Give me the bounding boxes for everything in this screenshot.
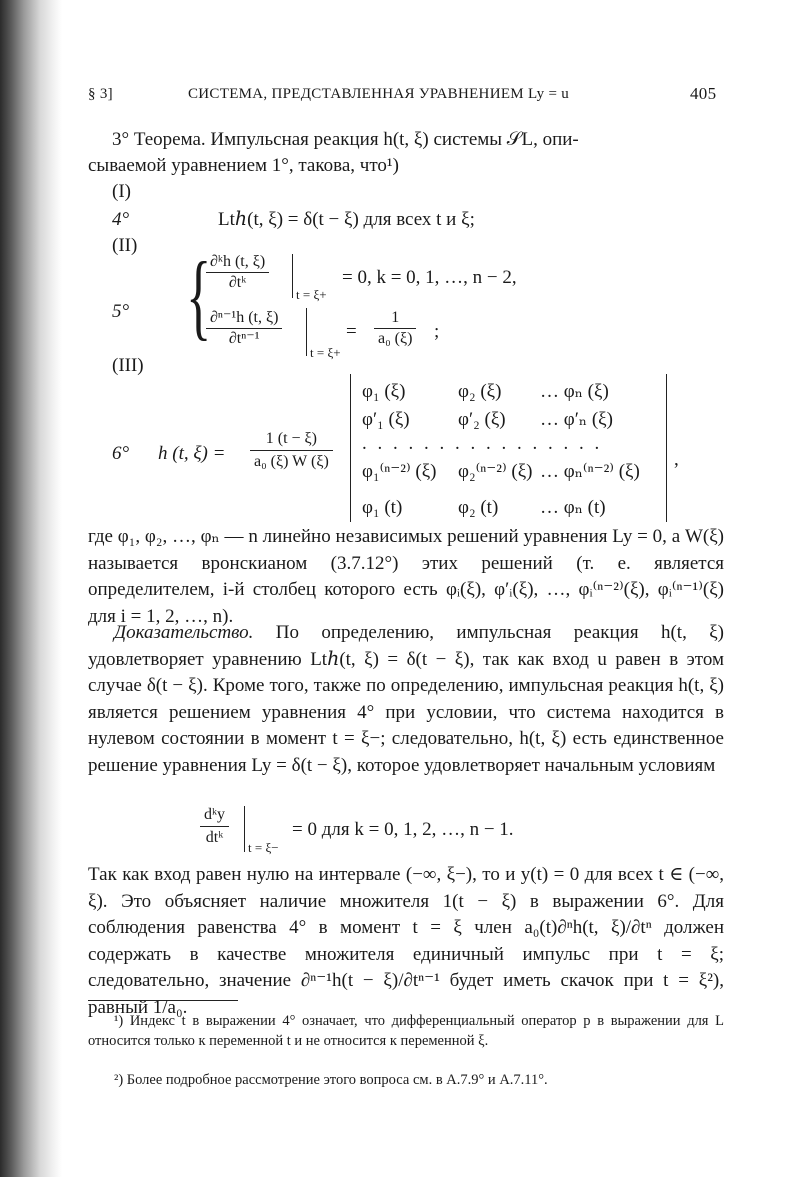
eq5b-eval-bar <box>306 308 307 356</box>
footnote-1: ¹) Индекс t в выражении 4° означает, что дифференциальный оператор p в выражении для L относится только к переменной t и не относится к переменной ξ. <box>88 1013 724 1049</box>
eq5a-numerator: ∂ᵏh (t, ξ) <box>206 252 269 273</box>
det-r2-c2: φ′₂ (ξ) <box>458 409 506 430</box>
det-r5-c1: φ₁ (t) <box>362 497 403 518</box>
det-r2-c3: … φ′ₙ (ξ) <box>540 409 613 430</box>
eq5b-numerator: ∂ⁿ⁻¹h (t, ξ) <box>206 308 282 329</box>
equation-6-lhs: h (t, ξ) = <box>158 443 226 464</box>
paragraph-jump: Так как вход равен нулю на интервале (−∞, ξ−), то и y(t) = 0 для всех t ∈ (−∞, ξ). Это объясняет наличие множителя 1(t − ξ) в выражении 6°. Для соблюдения равенства 4° в момент t = ξ член a₀(t)∂ⁿh(t, ξ)/∂tⁿ должен содержать в качестве множителя единичный импульс при t = ξ; следовательно, значение ∂ⁿ⁻¹h(t − ξ)/∂tⁿ⁻¹ будет иметь скачок при t = ξ²), равный 1/a₀. <box>88 864 724 1018</box>
ic-numerator: dᵏy <box>200 804 229 827</box>
det-r5-c3: … φₙ (t) <box>540 497 606 518</box>
eq5b-rhs <box>374 308 416 349</box>
equation-5b <box>206 308 282 349</box>
det-r3-dots: . . . . . . . . . . . . . . . . <box>362 433 603 454</box>
equation-5-brace: { <box>186 242 212 349</box>
determinant-left-bar <box>350 374 351 522</box>
det-r1-c2: φ₂ (ξ) <box>458 381 502 402</box>
running-title: СИСТЕМА, ПРЕДСТАВЛЕННАЯ УРАВНЕНИЕМ Ly = u <box>188 86 570 102</box>
eq5b-rhs-numerator: 1 <box>374 308 416 329</box>
equation-6-number: 6° <box>112 443 130 464</box>
proof-text: По определению, импульсная реакция h(t, ξ) удовлетворяет уравнению Ltℎ(t, ξ) = δ(t − ξ), так как вход u равен в этом случае δ(t − ξ). Кроме того, также по определению, импульсная реакция h(t, ξ) является решением уравнения 4° при условии, что система находится в нулевом состоянии в момент t = ξ−; следовательно, h(t, ξ) есть единственное решение уравнения Ly = δ(t − ξ), которое удовлетворяет начальным условиям <box>88 622 724 776</box>
eq5a-eval-bar <box>292 254 293 298</box>
eq5a-rhs: = 0, k = 0, 1, …, n − 2, <box>342 267 517 288</box>
ic-eval-bar <box>244 806 245 852</box>
det-r2-c1: φ′₁ (ξ) <box>362 409 410 430</box>
theorem-line-1: 3° Теорема. Импульсная реакция h(t, ξ) системы 𝒮L, опи- <box>112 129 579 150</box>
det-r1-c3: … φₙ (ξ) <box>540 381 609 402</box>
paragraph-proof <box>88 620 724 780</box>
footnote-2: ²) Более подробное рассмотрение этого вопроса см. в А.7.9° и А.7.11°. <box>114 1072 548 1088</box>
det-r1-c1: φ₁ (ξ) <box>362 381 406 402</box>
eq6-frac-numerator: 1 (t − ξ) <box>250 428 333 451</box>
initial-condition-fraction <box>200 804 229 849</box>
det-r4-c3: … φₙ⁽ⁿ⁻²⁾ (ξ) <box>540 461 640 482</box>
ic-rhs: = 0 для k = 0, 1, 2, …, n − 1. <box>292 819 514 840</box>
equation-4-number: 4° <box>112 209 130 230</box>
condition-I-label: (I) <box>112 181 131 202</box>
det-r5-c2: φ₂ (t) <box>458 497 499 518</box>
paragraph-basis-solutions: где φ₁, φ₂, …, φₙ — n линейно независимых решений уравнения Ly = 0, а W(ξ) называется вронскианом (3.7.12°) этих решений (т. е. является определителем, i-й столбец которого есть φᵢ(ξ), φ′ᵢ(ξ), …, φᵢ⁽ⁿ⁻²⁾(ξ), φᵢ⁽ⁿ⁻¹⁾(ξ) для i = 1, 2, …, n). <box>88 526 724 627</box>
theorem-line-2: сываемой уравнением 1°, такова, что¹) <box>88 155 399 176</box>
eq5b-denominator: ∂tⁿ⁻¹ <box>228 330 260 347</box>
eq5b-eval-point: t = ξ+ <box>310 345 341 360</box>
equation-6-comma: , <box>674 449 679 470</box>
ic-eval-point: t = ξ− <box>248 840 279 855</box>
equation-4: Ltℎ(t, ξ) = δ(t − ξ) для всех t и ξ; <box>218 209 475 230</box>
page-binding-shadow <box>0 0 62 1177</box>
det-r4-c1: φ₁⁽ⁿ⁻²⁾ (ξ) <box>362 461 437 482</box>
eq6-frac-denominator: a₀ (ξ) W (ξ) <box>254 453 329 470</box>
eq5a-eval-point: t = ξ+ <box>296 287 327 302</box>
equation-5a <box>206 252 269 293</box>
eq5a-denominator: ∂tᵏ <box>228 274 247 291</box>
eq5b-rhs-denominator: a₀ (ξ) <box>378 330 413 347</box>
condition-II-label: (II) <box>112 235 138 256</box>
eq5b-semicolon: ; <box>434 321 440 342</box>
det-r4-c2: φ₂⁽ⁿ⁻²⁾ (ξ) <box>458 461 533 482</box>
page-number: 405 <box>690 84 717 103</box>
condition-III-label: (III) <box>112 355 144 376</box>
equation-5-number: 5° <box>112 301 130 322</box>
proof-label: Доказательство. <box>114 622 254 643</box>
footnote-rule <box>88 1000 238 1001</box>
equation-6-fraction <box>250 428 333 473</box>
eq5b-equals: = <box>346 321 357 342</box>
ic-denominator: dtᵏ <box>205 829 224 846</box>
section-marker: § 3] <box>88 86 113 102</box>
determinant-right-bar <box>666 374 667 522</box>
